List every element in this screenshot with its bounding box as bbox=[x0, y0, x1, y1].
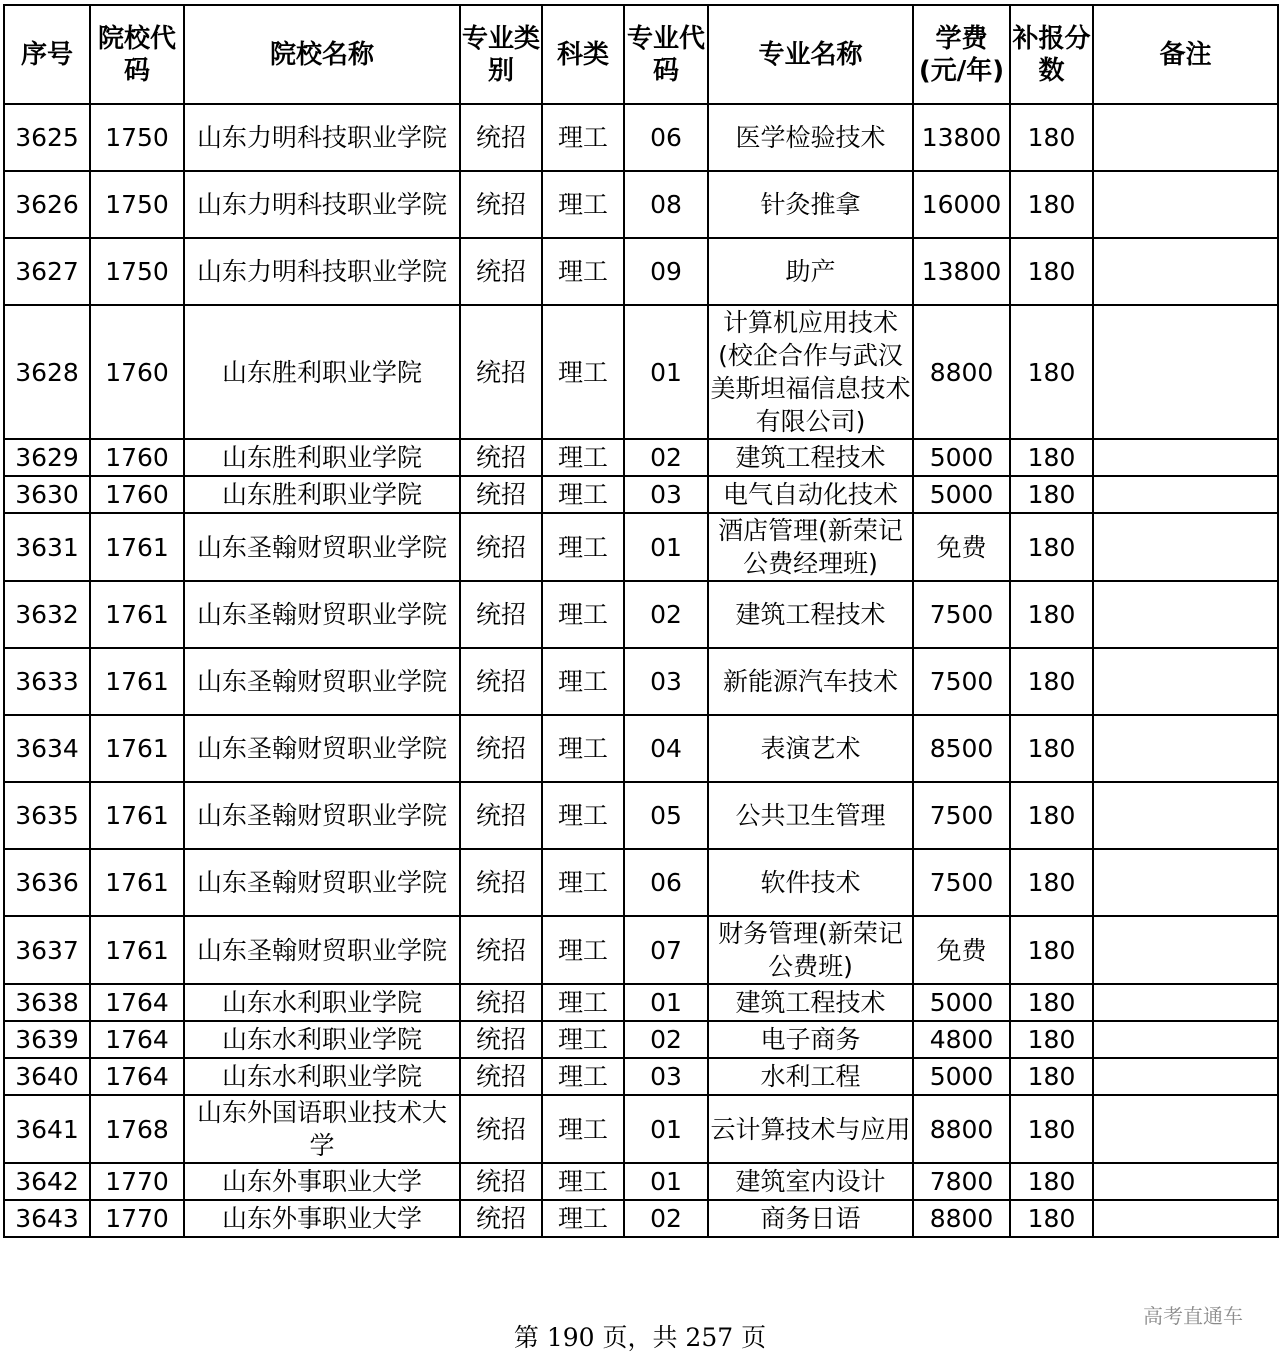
major-name-cell: 电子商务 bbox=[708, 1021, 913, 1058]
major-code-cell: 06 bbox=[624, 104, 708, 171]
major-type-cell: 统招 bbox=[460, 238, 542, 305]
major-type-cell: 统招 bbox=[460, 476, 542, 513]
school-code-cell: 1768 bbox=[90, 1095, 184, 1163]
major-type-cell: 统招 bbox=[460, 305, 542, 439]
subject-cell: 理工 bbox=[542, 1095, 624, 1163]
school-name-cell: 山东力明科技职业学院 bbox=[184, 238, 460, 305]
major-name-cell: 新能源汽车技术 bbox=[708, 648, 913, 715]
school-name-cell: 山东胜利职业学院 bbox=[184, 305, 460, 439]
header-cell: 专业类别 bbox=[460, 5, 542, 104]
serial-cell: 3639 bbox=[4, 1021, 90, 1058]
school-code-cell: 1770 bbox=[90, 1200, 184, 1237]
remark-cell bbox=[1093, 782, 1278, 849]
subject-cell: 理工 bbox=[542, 476, 624, 513]
header-cell: 院校名称 bbox=[184, 5, 460, 104]
school-code-cell: 1761 bbox=[90, 648, 184, 715]
school-code-cell: 1764 bbox=[90, 1021, 184, 1058]
school-name-cell: 山东外事职业大学 bbox=[184, 1163, 460, 1200]
major-type-cell: 统招 bbox=[460, 1095, 542, 1163]
tuition-cell: 免费 bbox=[913, 513, 1010, 581]
remark-cell bbox=[1093, 1163, 1278, 1200]
major-type-cell: 统招 bbox=[460, 715, 542, 782]
tuition-cell: 5000 bbox=[913, 476, 1010, 513]
tuition-cell: 7800 bbox=[913, 1163, 1010, 1200]
serial-cell: 3643 bbox=[4, 1200, 90, 1237]
remark-cell bbox=[1093, 171, 1278, 238]
school-code-cell: 1760 bbox=[90, 305, 184, 439]
subject-cell: 理工 bbox=[542, 782, 624, 849]
remark-cell bbox=[1093, 715, 1278, 782]
school-name-cell: 山东水利职业学院 bbox=[184, 984, 460, 1021]
remark-cell bbox=[1093, 513, 1278, 581]
header-cell: 备注 bbox=[1093, 5, 1278, 104]
table-row bbox=[4, 581, 1278, 648]
score-cell: 180 bbox=[1010, 715, 1093, 782]
serial-cell: 3630 bbox=[4, 476, 90, 513]
remark-cell bbox=[1093, 984, 1278, 1021]
major-name-cell: 水利工程 bbox=[708, 1058, 913, 1095]
score-cell: 180 bbox=[1010, 439, 1093, 476]
subject-cell: 理工 bbox=[542, 849, 624, 916]
major-type-cell: 统招 bbox=[460, 1058, 542, 1095]
major-code-cell: 01 bbox=[624, 305, 708, 439]
table-row bbox=[4, 171, 1278, 238]
subject-cell: 理工 bbox=[542, 513, 624, 581]
tuition-cell: 8800 bbox=[913, 1095, 1010, 1163]
watermark-text: 高考直通车 bbox=[1143, 1304, 1243, 1328]
school-name-cell: 山东圣翰财贸职业学院 bbox=[184, 849, 460, 916]
header-cell: 学费(元/年) bbox=[913, 5, 1010, 104]
tuition-cell: 13800 bbox=[913, 238, 1010, 305]
table-row bbox=[4, 715, 1278, 782]
subject-cell: 理工 bbox=[542, 104, 624, 171]
major-code-cell: 05 bbox=[624, 782, 708, 849]
remark-cell bbox=[1093, 1021, 1278, 1058]
table-row bbox=[4, 439, 1278, 476]
subject-cell: 理工 bbox=[542, 984, 624, 1021]
school-name-cell: 山东圣翰财贸职业学院 bbox=[184, 782, 460, 849]
school-name-cell: 山东力明科技职业学院 bbox=[184, 171, 460, 238]
serial-cell: 3636 bbox=[4, 849, 90, 916]
score-cell: 180 bbox=[1010, 1200, 1093, 1237]
table-row bbox=[4, 238, 1278, 305]
score-cell: 180 bbox=[1010, 849, 1093, 916]
major-name-cell: 酒店管理(新荣记公费经理班) bbox=[708, 513, 913, 581]
tuition-cell: 5000 bbox=[913, 1058, 1010, 1095]
major-type-cell: 统招 bbox=[460, 849, 542, 916]
subject-cell: 理工 bbox=[542, 581, 624, 648]
major-type-cell: 统招 bbox=[460, 104, 542, 171]
school-name-cell: 山东水利职业学院 bbox=[184, 1021, 460, 1058]
major-code-cell: 02 bbox=[624, 439, 708, 476]
admission-table bbox=[3, 4, 1279, 1238]
school-code-cell: 1764 bbox=[90, 984, 184, 1021]
serial-cell: 3628 bbox=[4, 305, 90, 439]
major-type-cell: 统招 bbox=[460, 513, 542, 581]
table-row bbox=[4, 1058, 1278, 1095]
score-cell: 180 bbox=[1010, 782, 1093, 849]
serial-cell: 3642 bbox=[4, 1163, 90, 1200]
school-name-cell: 山东圣翰财贸职业学院 bbox=[184, 648, 460, 715]
header-cell: 专业代码 bbox=[624, 5, 708, 104]
major-code-cell: 09 bbox=[624, 238, 708, 305]
table-row bbox=[4, 849, 1278, 916]
header-cell: 序号 bbox=[4, 5, 90, 104]
score-cell: 180 bbox=[1010, 1058, 1093, 1095]
school-name-cell: 山东圣翰财贸职业学院 bbox=[184, 581, 460, 648]
tuition-cell: 8800 bbox=[913, 1200, 1010, 1237]
school-code-cell: 1750 bbox=[90, 171, 184, 238]
major-name-cell: 商务日语 bbox=[708, 1200, 913, 1237]
table-row bbox=[4, 305, 1278, 439]
tuition-cell: 8800 bbox=[913, 305, 1010, 439]
subject-cell: 理工 bbox=[542, 1058, 624, 1095]
school-name-cell: 山东圣翰财贸职业学院 bbox=[184, 916, 460, 984]
table-row bbox=[4, 1021, 1278, 1058]
school-code-cell: 1770 bbox=[90, 1163, 184, 1200]
school-code-cell: 1764 bbox=[90, 1058, 184, 1095]
subject-cell: 理工 bbox=[542, 715, 624, 782]
school-code-cell: 1761 bbox=[90, 916, 184, 984]
serial-cell: 3640 bbox=[4, 1058, 90, 1095]
school-name-cell: 山东圣翰财贸职业学院 bbox=[184, 513, 460, 581]
tuition-cell: 7500 bbox=[913, 849, 1010, 916]
subject-cell: 理工 bbox=[542, 439, 624, 476]
table-row bbox=[4, 513, 1278, 581]
major-code-cell: 01 bbox=[624, 1095, 708, 1163]
school-name-cell: 山东胜利职业学院 bbox=[184, 476, 460, 513]
subject-cell: 理工 bbox=[542, 171, 624, 238]
school-name-cell: 山东外事职业大学 bbox=[184, 1200, 460, 1237]
table-row bbox=[4, 1095, 1278, 1163]
serial-cell: 3629 bbox=[4, 439, 90, 476]
subject-cell: 理工 bbox=[542, 238, 624, 305]
table-row bbox=[4, 1163, 1278, 1200]
score-cell: 180 bbox=[1010, 1163, 1093, 1200]
tuition-cell: 8500 bbox=[913, 715, 1010, 782]
serial-cell: 3632 bbox=[4, 581, 90, 648]
major-code-cell: 07 bbox=[624, 916, 708, 984]
header-cell: 补报分数 bbox=[1010, 5, 1093, 104]
remark-cell bbox=[1093, 238, 1278, 305]
school-name-cell: 山东力明科技职业学院 bbox=[184, 104, 460, 171]
tuition-cell: 免费 bbox=[913, 916, 1010, 984]
serial-cell: 3634 bbox=[4, 715, 90, 782]
school-code-cell: 1761 bbox=[90, 782, 184, 849]
score-cell: 180 bbox=[1010, 916, 1093, 984]
serial-cell: 3638 bbox=[4, 984, 90, 1021]
subject-cell: 理工 bbox=[542, 1021, 624, 1058]
major-name-cell: 云计算技术与应用 bbox=[708, 1095, 913, 1163]
subject-cell: 理工 bbox=[542, 648, 624, 715]
school-code-cell: 1761 bbox=[90, 849, 184, 916]
remark-cell bbox=[1093, 104, 1278, 171]
remark-cell bbox=[1093, 849, 1278, 916]
remark-cell bbox=[1093, 1058, 1278, 1095]
school-code-cell: 1760 bbox=[90, 476, 184, 513]
school-name-cell: 山东水利职业学院 bbox=[184, 1058, 460, 1095]
page-number: 第 190 页，共 257 页 bbox=[513, 1323, 767, 1352]
major-type-cell: 统招 bbox=[460, 581, 542, 648]
major-code-cell: 06 bbox=[624, 849, 708, 916]
subject-cell: 理工 bbox=[542, 305, 624, 439]
score-cell: 180 bbox=[1010, 513, 1093, 581]
tuition-cell: 7500 bbox=[913, 581, 1010, 648]
major-name-cell: 医学检验技术 bbox=[708, 104, 913, 171]
score-cell: 180 bbox=[1010, 171, 1093, 238]
remark-cell bbox=[1093, 581, 1278, 648]
major-code-cell: 08 bbox=[624, 171, 708, 238]
school-name-cell: 山东外国语职业技术大学 bbox=[184, 1095, 460, 1163]
major-type-cell: 统招 bbox=[460, 648, 542, 715]
major-type-cell: 统招 bbox=[460, 1200, 542, 1237]
table-row bbox=[4, 648, 1278, 715]
header-cell: 院校代码 bbox=[90, 5, 184, 104]
school-code-cell: 1760 bbox=[90, 439, 184, 476]
major-code-cell: 02 bbox=[624, 581, 708, 648]
major-name-cell: 软件技术 bbox=[708, 849, 913, 916]
remark-cell bbox=[1093, 1200, 1278, 1237]
score-cell: 180 bbox=[1010, 984, 1093, 1021]
major-name-cell: 公共卫生管理 bbox=[708, 782, 913, 849]
major-name-cell: 建筑室内设计 bbox=[708, 1163, 913, 1200]
school-code-cell: 1750 bbox=[90, 104, 184, 171]
table-row bbox=[4, 476, 1278, 513]
remark-cell bbox=[1093, 305, 1278, 439]
subject-cell: 理工 bbox=[542, 916, 624, 984]
school-code-cell: 1761 bbox=[90, 581, 184, 648]
score-cell: 180 bbox=[1010, 476, 1093, 513]
major-code-cell: 02 bbox=[624, 1021, 708, 1058]
score-cell: 180 bbox=[1010, 305, 1093, 439]
remark-cell bbox=[1093, 916, 1278, 984]
major-name-cell: 针灸推拿 bbox=[708, 171, 913, 238]
score-cell: 180 bbox=[1010, 104, 1093, 171]
major-code-cell: 04 bbox=[624, 715, 708, 782]
table-row bbox=[4, 984, 1278, 1021]
major-code-cell: 02 bbox=[624, 1200, 708, 1237]
remark-cell bbox=[1093, 439, 1278, 476]
major-type-cell: 统招 bbox=[460, 171, 542, 238]
major-name-cell: 助产 bbox=[708, 238, 913, 305]
major-name-cell: 表演艺术 bbox=[708, 715, 913, 782]
major-name-cell: 建筑工程技术 bbox=[708, 439, 913, 476]
tuition-cell: 4800 bbox=[913, 1021, 1010, 1058]
serial-cell: 3641 bbox=[4, 1095, 90, 1163]
header-cell: 专业名称 bbox=[708, 5, 913, 104]
remark-cell bbox=[1093, 648, 1278, 715]
table-row bbox=[4, 782, 1278, 849]
serial-cell: 3625 bbox=[4, 104, 90, 171]
major-code-cell: 03 bbox=[624, 1058, 708, 1095]
score-cell: 180 bbox=[1010, 1095, 1093, 1163]
major-type-cell: 统招 bbox=[460, 1021, 542, 1058]
score-cell: 180 bbox=[1010, 581, 1093, 648]
major-code-cell: 03 bbox=[624, 476, 708, 513]
subject-cell: 理工 bbox=[542, 1163, 624, 1200]
serial-cell: 3637 bbox=[4, 916, 90, 984]
score-cell: 180 bbox=[1010, 1021, 1093, 1058]
major-type-cell: 统招 bbox=[460, 782, 542, 849]
serial-cell: 3626 bbox=[4, 171, 90, 238]
score-cell: 180 bbox=[1010, 648, 1093, 715]
major-type-cell: 统招 bbox=[460, 439, 542, 476]
score-cell: 180 bbox=[1010, 238, 1093, 305]
major-name-cell: 建筑工程技术 bbox=[708, 581, 913, 648]
school-code-cell: 1761 bbox=[90, 513, 184, 581]
serial-cell: 3635 bbox=[4, 782, 90, 849]
tuition-cell: 5000 bbox=[913, 984, 1010, 1021]
table-row bbox=[4, 104, 1278, 171]
serial-cell: 3633 bbox=[4, 648, 90, 715]
remark-cell bbox=[1093, 476, 1278, 513]
major-name-cell: 计算机应用技术(校企合作与武汉美斯坦福信息技术有限公司) bbox=[708, 305, 913, 439]
major-code-cell: 01 bbox=[624, 513, 708, 581]
table-row bbox=[4, 1200, 1278, 1237]
header-cell: 科类 bbox=[542, 5, 624, 104]
major-name-cell: 建筑工程技术 bbox=[708, 984, 913, 1021]
tuition-cell: 7500 bbox=[913, 648, 1010, 715]
major-code-cell: 01 bbox=[624, 1163, 708, 1200]
tuition-cell: 5000 bbox=[913, 439, 1010, 476]
header-row bbox=[4, 5, 1278, 104]
major-code-cell: 03 bbox=[624, 648, 708, 715]
major-type-cell: 统招 bbox=[460, 916, 542, 984]
school-code-cell: 1750 bbox=[90, 238, 184, 305]
tuition-cell: 16000 bbox=[913, 171, 1010, 238]
major-code-cell: 01 bbox=[624, 984, 708, 1021]
school-name-cell: 山东圣翰财贸职业学院 bbox=[184, 715, 460, 782]
table-row bbox=[4, 916, 1278, 984]
serial-cell: 3627 bbox=[4, 238, 90, 305]
major-name-cell: 电气自动化技术 bbox=[708, 476, 913, 513]
school-code-cell: 1761 bbox=[90, 715, 184, 782]
tuition-cell: 7500 bbox=[913, 782, 1010, 849]
major-name-cell: 财务管理(新荣记公费班) bbox=[708, 916, 913, 984]
school-name-cell: 山东胜利职业学院 bbox=[184, 439, 460, 476]
major-type-cell: 统招 bbox=[460, 1163, 542, 1200]
remark-cell bbox=[1093, 1095, 1278, 1163]
subject-cell: 理工 bbox=[542, 1200, 624, 1237]
serial-cell: 3631 bbox=[4, 513, 90, 581]
major-type-cell: 统招 bbox=[460, 984, 542, 1021]
tuition-cell: 13800 bbox=[913, 104, 1010, 171]
